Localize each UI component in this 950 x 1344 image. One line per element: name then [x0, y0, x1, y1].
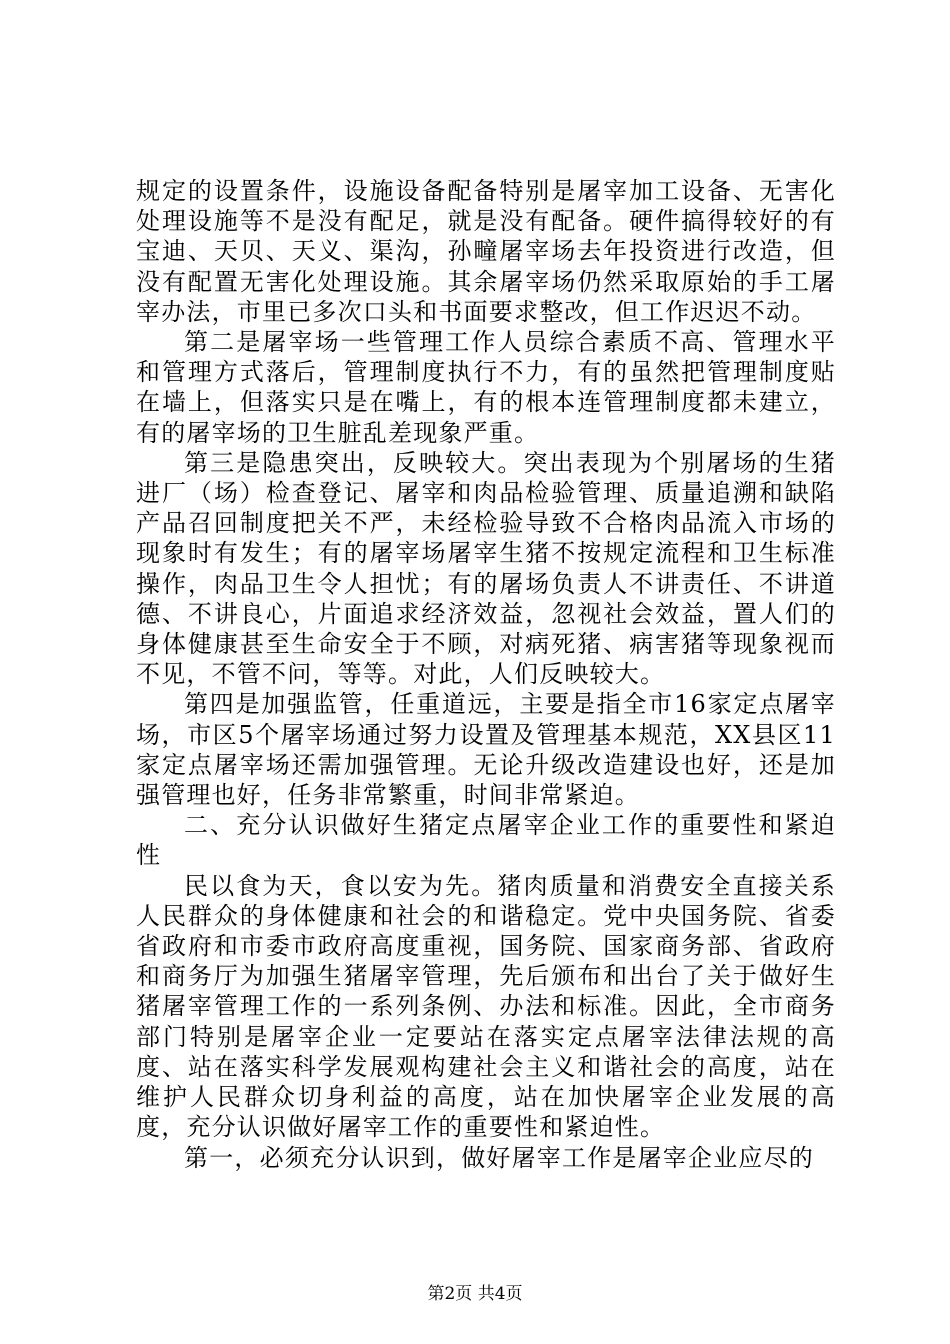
paragraph-first-point: 第一，必须充分认识到，做好屠宰工作是屠宰企业应尽的	[184, 1143, 814, 1172]
paragraph-continued: 规定的设置条件，设施设备配备特别是屠宰加工设备、无害化处理设施等不是没有配足，就是没有配备。硬件搞得较好的有宝迪、天贝、天义、渠沟，孙疃屠宰场去年投资进行改造，但没有配置无害化处理设施。其余屠宰场仍然采取原始的手工屠宰办法，市里已多次口头和书面要求整改，但工作迟迟不动。	[136, 177, 836, 326]
paragraph-second-issue: 第二是屠宰场一些管理工作人员综合素质不高、管理水平和管理方式落后，管理制度执行不力，有的虽然把管理制度贴在墙上，但落实只是在嘴上，有的根本连管理制度都未建立，有的屠宰场的卫生脏乱差现象严重。	[136, 328, 836, 447]
page-number-footer: 第2页 共4页	[427, 1284, 523, 1304]
paragraph-third-issue: 第三是隐患突出，反映较大。突出表现为个别屠场的生猪进厂（场）检查登记、屠宰和肉品检验管理、质量追溯和缺陷产品召回制度把关不严，未经检验导致不合格肉品流入市场的现象时有发生；有的屠宰场屠宰生猪不按规定流程和卫生标准操作，肉品卫生令人担忧；有的屠场负责人不讲责任、不讲道德、不讲良心，片面追求经济效益，忽视社会效益，置人们的身体健康甚至生命安全于不顾，对病死猪、病害猪等现象视而不见，不管不问，等等。对此，人们反映较大。	[136, 448, 836, 689]
section-heading: 二、充分认识做好生猪定点屠宰企业工作的重要性和紧迫性	[136, 811, 836, 870]
paragraph-importance: 民以食为天，食以安为先。猪肉质量和消费安全直接关系人民群众的身体健康和社会的和谐稳定。党中央国务院、省委省政府和市委市政府高度重视，国务院、国家商务部、省政府和商务厅为加强生猪屠宰管理，先后颁布和出台了关于做好生猪屠宰管理工作的一系列条例、办法和标准。因此，全市商务部门特别是屠宰企业一定要站在落实定点屠宰法律法规的高度、站在落实科学发展观构建社会主义和谐社会的高度，站在维护人民群众切身利益的高度，站在加快屠宰企业发展的高度，充分认识做好屠宰工作的重要性和紧迫性。	[136, 871, 836, 1142]
paragraph-fourth-issue: 第四是加强监管，任重道远，主要是指全市16家定点屠宰场，市区5个屠宰场通过努力设置及管理基本规范，XX县区11家定点屠宰场还需加强管理。无论升级改造建设也好，还是加强管理也好，任务非常繁重，时间非常紧迫。	[136, 690, 836, 810]
document-body	[136, 176, 836, 1173]
